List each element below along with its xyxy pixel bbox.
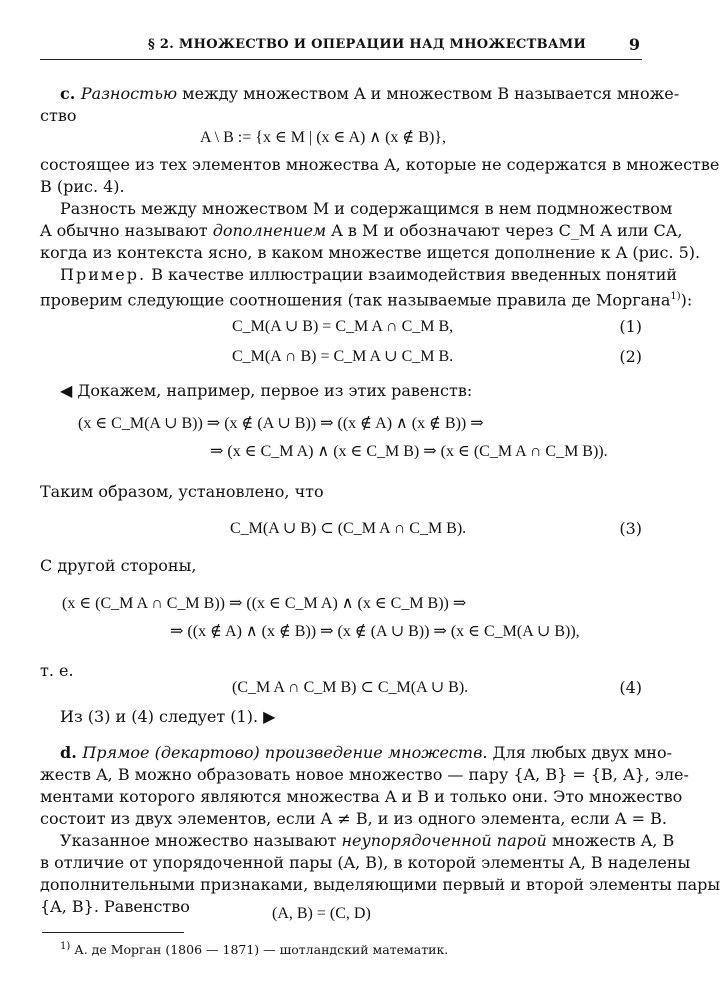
text-line: ство	[40, 106, 77, 125]
section-title: § 2. МНОЖЕСТВО И ОПЕРАЦИИ НАД МНОЖЕСТВАМИ	[148, 37, 587, 52]
proof-line: ⇒ ((x ∉ A) ∧ (x ∉ B)) ⇒ (x ∉ (A ∪ B)) ⇒ (x ∈ C_M(A ∪ B)),	[170, 623, 580, 640]
text-line: B (рис. 4).	[40, 177, 125, 196]
equation-number: (2)	[619, 347, 642, 366]
text-line: когда из контекста ясно, в каком множестве ищется дополнение к A (рис. 5).	[40, 243, 701, 262]
text-line: {A, B}. Равенство	[40, 897, 190, 916]
equation-3: C_M(A ∪ B) ⊂ (C_M A ∩ C_M B).	[230, 520, 467, 537]
text-line: состоящее из тех элементов множества A, которые не содержатся в множестве	[40, 155, 720, 174]
text-line: проверим следующие соотношения (так называемые правила де Моргана$^{1)}$):	[40, 290, 693, 310]
running-header	[40, 37, 642, 60]
proof-start: ◀ Докажем, например, первое из этих равенств:	[60, 381, 473, 400]
text-line: т. е.	[40, 661, 74, 680]
text-line: c. Разностью между множеством A и множеством B называется множе-	[60, 84, 680, 103]
text-line: Таким образом, установлено, что	[40, 482, 324, 501]
equation-number: (1)	[619, 317, 642, 336]
footnote-rule	[42, 932, 184, 933]
text-line: С другой стороны,	[40, 556, 197, 575]
text-line: d. Прямое (декартово) произведение множеств. Для любых двух мно-	[60, 743, 673, 762]
equation-2: C_M(A ∩ B) = C_M A ∪ C_M B.	[232, 348, 454, 365]
text-line: A обычно называют дополнением A в M и обозначают через C_M A или CA,	[40, 221, 683, 240]
equation-number: (3)	[619, 519, 642, 538]
page-number: 9	[628, 35, 640, 54]
text-line: дополнительными признаками, выделяющими первый и второй элементы пары	[40, 875, 720, 894]
footnote: $^{1)}$ А. де Морган (1806 — 1871) — шотландский математик.	[60, 941, 449, 958]
equation-1: C_M(A ∪ B) = C_M A ∩ C_M B,	[232, 318, 454, 335]
equation-number: (4)	[619, 678, 642, 697]
formula-difference: A \ B := {x ∈ M | (x ∈ A) ∧ (x ∉ B)},	[200, 129, 446, 146]
text-line: Разность между множеством M и содержащимся в нем подмножеством	[60, 199, 673, 218]
proof-line: ⇒ (x ∈ C_M A) ∧ (x ∈ C_M B) ⇒ (x ∈ (C_M A ∩ C_M B)).	[210, 443, 608, 460]
equation-4: (C_M A ∩ C_M B) ⊂ C_M(A ∪ B).	[232, 679, 469, 696]
proof-line: (x ∈ (C_M A ∩ C_M B)) ⇒ ((x ∈ C_M A) ∧ (x ∈ C_M B)) ⇒	[62, 595, 467, 612]
text-line: жеств A, B можно образовать новое множество — пару {A, B} = {B, A}, эле-	[40, 765, 689, 784]
footnote-mark[interactable]: 1)	[670, 291, 681, 302]
text-line: состоит из двух элементов, если A ≠ B, и из одного элемента, если A = B.	[40, 809, 667, 828]
text-line: в отличие от упорядоченной пары (A, B), в которой элементы A, B наделены	[40, 853, 691, 872]
text-line: Указанное множество называют неупорядоченной парой множеств A, B	[60, 831, 675, 850]
proof-line: (x ∈ C_M(A ∪ B)) ⇒ (x ∉ (A ∪ B)) ⇒ ((x ∉ A) ∧ (x ∉ B)) ⇒	[78, 415, 484, 432]
text-line: Пример. В качестве иллюстрации взаимодействия введенных понятий	[60, 265, 678, 284]
text-line: ментами которого являются множества A и B и только они. Это множество	[40, 787, 683, 806]
proof-end: Из (3) и (4) следует (1). ▶	[60, 707, 276, 726]
equation-ordered-pair: (A, B) = (C, D)	[272, 905, 371, 922]
